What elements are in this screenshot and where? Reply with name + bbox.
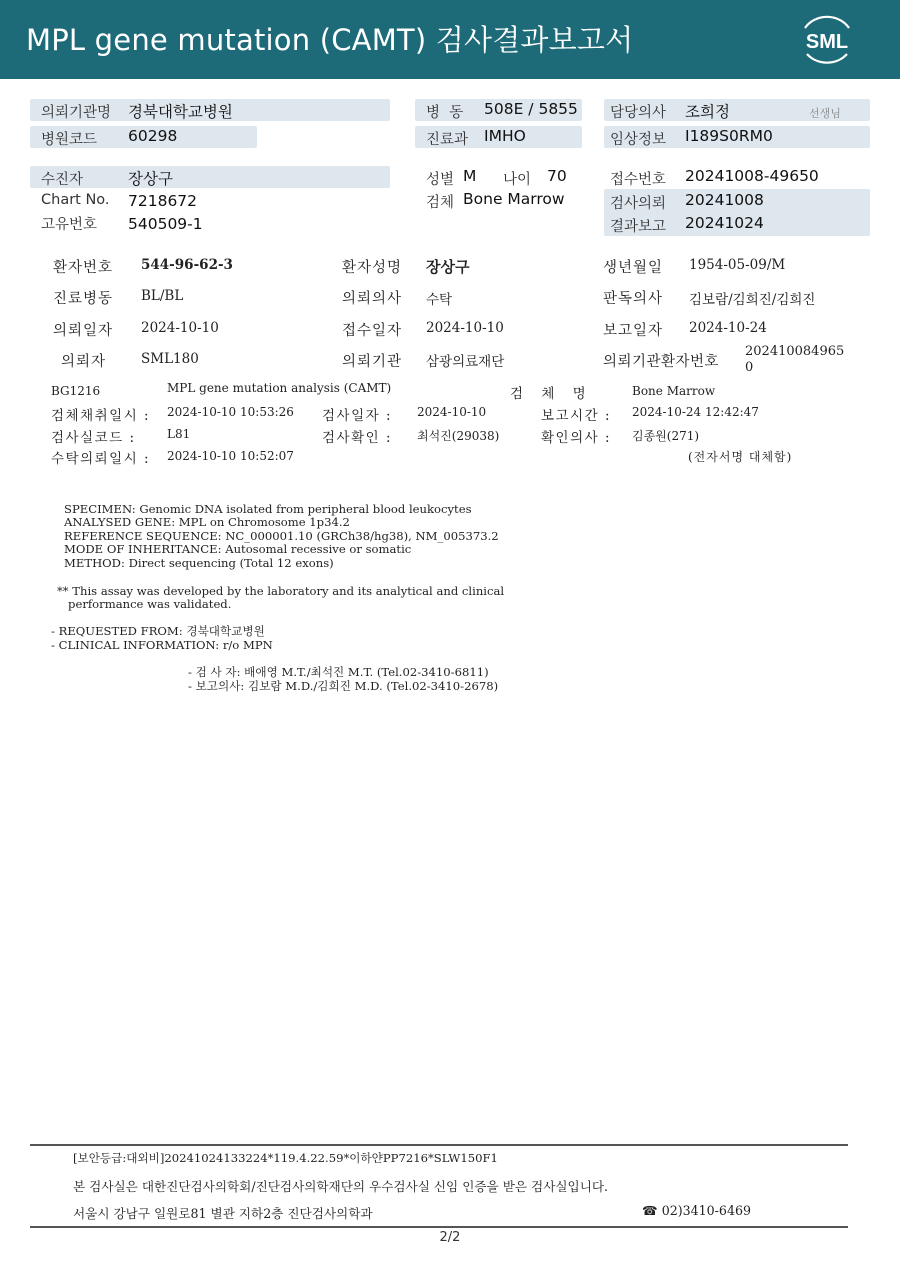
esign-note: (전자서명 대체함) (688, 450, 793, 464)
dob-label: 생년월일 (603, 260, 664, 276)
collect-value: 2024-10-10 10:53:26 (167, 405, 294, 419)
dept-label: 진료과 (426, 132, 469, 148)
reader-value: 김보람/김희진/김희진 (689, 292, 816, 308)
chart-value: 7218672 (128, 192, 198, 210)
patient-ward-value: BL/BL (141, 288, 184, 304)
patient-name-value: 장상구 (426, 258, 470, 276)
footer-top-rule (30, 1144, 848, 1146)
test-code: BG1216 (51, 384, 101, 398)
specimen-label: 검체 (426, 195, 455, 211)
report-label: 결과보고 (610, 219, 667, 235)
inst-patient-no-line1: 202410084965 (745, 344, 845, 359)
ward-value: 508E / 5855 (484, 100, 578, 118)
confirm-label: 검사확인 : (322, 430, 393, 446)
clinical-info: - CLINICAL INFORMATION: r/o MPN (51, 638, 273, 652)
report-line-gene: ANALYSED GENE: MPL on Chromosome 1p34.2 (64, 515, 350, 529)
clinical-label: 임상정보 (610, 132, 667, 148)
report-line-reference: REFERENCE SEQUENCE: NC_000001.10 (GRCh38/hg38), NM_005373.2 (64, 529, 499, 543)
consign-value: 2024-10-10 10:52:07 (167, 449, 294, 463)
page-number: 2/2 (439, 1230, 461, 1245)
report-line-inheritance: MODE OF INHERITANCE: Autosomal recessive or somatic (64, 542, 412, 556)
institution-label: 의뢰기관명 (41, 105, 112, 121)
req-date-label: 의뢰일자 (53, 323, 114, 339)
confirm-value: 최석진(29038) (417, 429, 500, 443)
unique-value: 540509-1 (128, 215, 203, 233)
unique-label: 고유번호 (41, 217, 98, 233)
request-label: 검사의뢰 (610, 196, 667, 212)
reporter-line: - 보고의사: 김보람 M.D./김희진 M.D. (Tel.02-3410-2678) (188, 679, 499, 693)
tester-line: - 검 사 자: 배애영 M.T./최석진 M.T. (Tel.02-3410-6811) (188, 665, 489, 679)
requested-from: - REQUESTED FROM: 경북대학교병원 (51, 624, 265, 638)
consign-label: 수탁의뢰일시 : (51, 451, 151, 467)
confirm-doctor-value: 김종원(271) (632, 429, 700, 443)
hospital-code-label: 병원코드 (41, 132, 98, 148)
recv-date-value: 2024-10-10 (426, 320, 504, 336)
test-date-label: 검사일자 : (322, 408, 393, 424)
chart-label: Chart No. (41, 192, 110, 208)
report-title: MPL gene mutation (CAMT) 검사결과보고서 (26, 23, 634, 57)
patient-no-value: 544-96-62-3 (141, 257, 233, 273)
patient-label: 수진자 (41, 172, 84, 188)
clinical-value: I189S0RM0 (685, 127, 773, 145)
report-date-value: 2024-10-24 (689, 320, 767, 336)
requester-label: 의뢰자 (61, 354, 107, 370)
requester-value: SML180 (141, 351, 199, 367)
age-value: 70 (547, 167, 567, 185)
specimen-name-label: 검 체 명 (510, 386, 593, 402)
report-line-method: METHOD: Direct sequencing (Total 12 exons) (64, 556, 334, 570)
test-name: MPL gene mutation analysis (CAMT) (167, 381, 392, 395)
receipt-value: 20241008-49650 (685, 167, 819, 185)
report-header (0, 0, 900, 79)
dept-value: IMHO (484, 127, 526, 145)
recv-date-label: 접수일자 (342, 323, 403, 339)
collect-label: 검체채취일시 : (51, 408, 151, 424)
sex-value: M (463, 167, 477, 185)
patient-value: 장상구 (128, 170, 173, 188)
inst-patient-no-line2: 0 (745, 360, 754, 375)
specimen-value: Bone Marrow (463, 190, 565, 208)
hospital-code-value: 60298 (128, 127, 178, 145)
report-line-specimen: SPECIMEN: Genomic DNA isolated from peripheral blood leukocytes (64, 502, 472, 516)
dob-value: 1954-05-09/M (689, 257, 786, 273)
age-label: 나이 (503, 172, 532, 188)
assay-note-line2: performance was validated. (57, 597, 232, 611)
lab-code-value: L81 (167, 427, 191, 441)
patient-name-label: 환자성명 (342, 260, 403, 276)
assay-note-line1: ** This assay was developed by the laboratory and its analytical and clinical (57, 584, 505, 598)
report-time-label: 보고시간 : (541, 408, 612, 424)
reader-label: 판독의사 (603, 291, 664, 307)
patient-ward-label: 진료병동 (53, 291, 114, 307)
ward-label: 병 동 (426, 105, 464, 121)
report-value: 20241024 (685, 214, 764, 232)
specimen-name-value: Bone Marrow (632, 384, 716, 398)
req-doctor-value: 수탁 (426, 292, 453, 308)
req-doctor-label: 의뢰의사 (342, 291, 403, 307)
security-line: [보안등급:대외비]20241024133224*119.4.22.59*이하얀PP7216*SLW150F1 (73, 1151, 498, 1165)
patient-box (30, 166, 390, 188)
footer-bottom-rule (30, 1226, 848, 1228)
sex-label: 성별 (426, 172, 455, 188)
req-inst-value: 삼광의료재단 (426, 354, 505, 370)
report-time-value: 2024-10-24 12:42:47 (632, 405, 759, 419)
report-date-label: 보고일자 (603, 323, 664, 339)
req-date-value: 2024-10-10 (141, 320, 219, 336)
phone-line: ☎ 02)3410-6469 (642, 1203, 751, 1218)
doctor-suffix: 선생님 (809, 107, 841, 120)
sml-logo (797, 12, 857, 68)
address-line: 서울시 강남구 일원로81 별관 지하2층 진단검사의학과 (73, 1206, 373, 1221)
test-date-value: 2024-10-10 (417, 405, 487, 419)
confirm-doctor-label: 확인의사 : (541, 430, 612, 446)
certification-line: 본 검사실은 대한진단검사의학회/진단검사의학재단의 우수검사실 신임 인증을 받은 검사실입니다. (73, 1179, 609, 1194)
doctor-value: 조희정 (685, 103, 730, 121)
req-inst-label: 의뢰기관 (342, 354, 403, 370)
institution-value: 경북대학교병원 (128, 103, 233, 121)
request-value: 20241008 (685, 191, 764, 209)
doctor-label: 담당의사 (610, 105, 667, 121)
patient-no-label: 환자번호 (53, 260, 114, 276)
lab-code-label: 검사실코드 : (51, 430, 136, 446)
receipt-label: 접수번호 (610, 172, 667, 188)
inst-patient-no-label: 의뢰기관환자번호 (603, 354, 720, 370)
logo-text: SML (805, 31, 849, 53)
